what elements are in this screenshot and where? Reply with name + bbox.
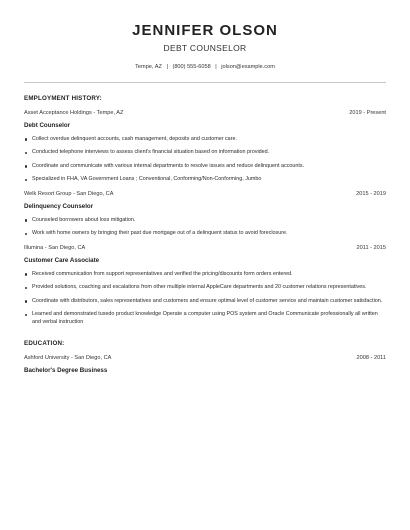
contact-email[interactable]: jolson@example.com — [221, 64, 275, 70]
education-school: Ashford University - San Diego, CA — [24, 354, 112, 361]
job-bullet: Provided solutions, coaching and escalations from other multiple internal AppleCare departments and 20 customer relations representatives. — [24, 284, 386, 291]
job-bullet: Work with home owners by bringing their past due mortgage out of a delinquent status to avoid foreclosure. — [24, 230, 386, 237]
job-bullet: Received communication from support representatives and verified the pricing/discounts form orders entered. — [24, 271, 386, 278]
header-divider — [24, 82, 386, 83]
candidate-title: DEBT COUNSELOR — [163, 43, 247, 53]
contact-separator: | — [166, 64, 168, 70]
job-bullet: Collect overdue delinquent accounts, cash management, deposits and customer care. — [24, 136, 386, 143]
job-dates: 2011 - 2015 — [356, 244, 386, 251]
job-company: Illumina - San Diego, CA — [24, 244, 86, 251]
job-bullet: Learned and demonstrated tuxedo product knowledge Operate a computer using POS system and Oracle Communicate professionally all written and verbal instruction — [24, 311, 386, 326]
job-bullet: Specialized in FHA, VA Government Loans ; Conventional, Conforming/Non-Conforming, Jumbo — [24, 176, 386, 183]
job-title: Debt Counselor — [24, 122, 71, 129]
job-entry — [24, 244, 386, 326]
education-heading: EDUCATION: — [24, 339, 65, 347]
job-entry — [24, 109, 386, 184]
job-dates: 2015 - 2019 — [356, 190, 386, 197]
contact-phone[interactable]: (800) 555-6058 — [172, 64, 211, 70]
job-bullets — [24, 217, 386, 238]
contact-location: Tempe, AZ — [135, 64, 162, 70]
job-company: Asset Acceptance Holdings - Tempe, AZ — [24, 110, 124, 116]
job-title: Delinquency Counselor — [24, 202, 94, 210]
job-bullets — [24, 136, 386, 184]
candidate-name: JENNIFER OLSON — [132, 22, 278, 39]
job-bullet: Conducted telephone interviews to assess client's financial situation based on information provided. — [24, 149, 386, 156]
employment-heading: EMPLOYMENT HISTORY: — [24, 95, 102, 102]
job-title: Customer Care Associate — [24, 256, 100, 264]
education-degree: Bachelor's Degree Business — [24, 366, 108, 374]
job-bullet: Coordinate with distributors, sales representatives and customers and ensure optimal level of customer service and maintain customer satisfaction. — [24, 298, 386, 305]
job-bullets — [24, 271, 386, 326]
contact-separator: | — [215, 64, 217, 70]
education-dates: 2008 - 2011 — [356, 354, 386, 361]
contact-line — [24, 63, 386, 71]
job-bullet: Coordinate and communicate with various internal departments to resolve issues and reduce delinquent accounts. — [24, 163, 386, 170]
education-entry — [24, 354, 386, 375]
job-bullet: Counseled borrowers about loss mitigation. — [24, 217, 386, 224]
job-dates: 2019 - Present — [349, 110, 386, 116]
job-company: Welk Resort Group - San Diego, CA — [24, 190, 114, 197]
job-entry — [24, 190, 386, 238]
